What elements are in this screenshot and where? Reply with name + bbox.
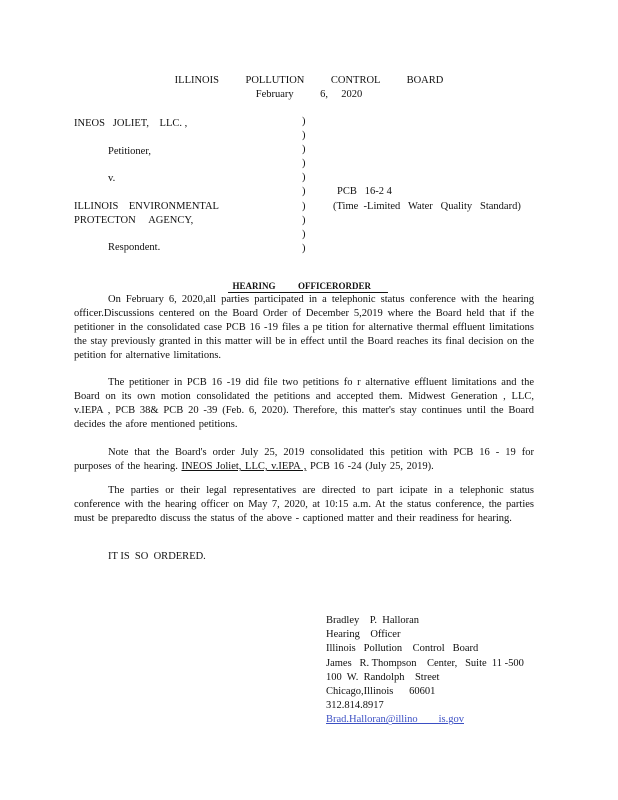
paragraph-4 — [74, 484, 534, 526]
signature-block — [326, 614, 524, 728]
paragraph-3-text-start: Note that the Board's order July 25, 2019 consolidated this petition with PCB 16 - 19 for purposes of the hearing. — [74, 447, 534, 472]
order-title — [228, 268, 388, 293]
email-link[interactable]: Brad.Halloran@illino is.gov — [326, 714, 464, 726]
board-name: ILLINOIS POLLUTION CONTROL BOARD — [174, 75, 444, 86]
respondent-role: Respondent. — [108, 242, 161, 253]
paragraph-2 — [74, 376, 534, 432]
phone-number: 312.814.8917 — [326, 700, 384, 712]
petitioner-role: Petitioner, — [108, 146, 152, 157]
paragraph-2-text: The petitioner in PCB 16 -19 did file two petitions fo r alternative effluent limitations and the Board on its own motion consolidated the petitions and accepted them. Midwest Generation , LLC, v.IEPA , PCB 38& PCB 20 -39 (Feb. 6, 2020). Therefore, this matter's stay continues until the Board decides the afore mentioned petitions. — [74, 377, 534, 430]
signer-name: Bradley P. Halloran — [326, 615, 420, 626]
respondent-name-line1: ILLINOIS ENVIRONMENTAL — [74, 201, 219, 212]
versus: v. — [108, 173, 116, 184]
paragraph-4-text: The parties or their legal representatives are directed to part icipate in a telephonic status conference with the hearing officer on May 7, 2020, at 10:15 a.m. At the status conference, the parties must be preparedto discuss the status of the above - captioned matter and their readiness for hearing. — [74, 485, 534, 524]
signer-organization: Illinois Pollution Control Board — [326, 643, 479, 655]
paragraph-1 — [74, 293, 534, 363]
address-city: Chicago,Illinois 60601 — [326, 686, 436, 698]
respondent-name-line2: PROTECTON AGENCY, — [74, 215, 194, 226]
order-title-text: HEARING OFFICERORDER — [232, 281, 372, 291]
paragraph-3 — [74, 446, 534, 474]
caption-parentheses: ) ) ) ) ) ) ) ) ) ) — [302, 116, 306, 254]
case-type: (Time -Limited Water Quality Standard) — [333, 201, 521, 212]
document-date: February 6, 2020 — [255, 89, 363, 100]
case-citation-link: INEOS Joliet, LLC, v.IEPA , — [181, 461, 307, 472]
case-number: PCB 16-2 4 — [337, 186, 392, 197]
paragraph-3-text-end: PCB 16 -24 (July 25, 2019). — [310, 461, 434, 472]
signer-title: Hearing Officer — [326, 629, 401, 641]
so-ordered: IT IS SO ORDERED. — [108, 551, 206, 562]
address-line-2: 100 W. Randolph Street — [326, 671, 440, 683]
paragraph-1-text: On February 6, 2020,all parties participated in a telephonic status conference with the hearing officer.Discussions centered on the Board Order of December 5,2019 where the Board held that if the petitioner in the consolidated case PCB 16 -19 files a pe tition for alternative thermal effluent limitations the stay previously granted in this matter will be in effect until the Board reaches its final decision on the petition for alternative limitations. — [74, 294, 534, 361]
petitioner-name: INEOS JOLIET, LLC. , — [74, 118, 188, 129]
address-line-1: James R. Thompson Center, Suite 11 -500 — [326, 657, 524, 669]
